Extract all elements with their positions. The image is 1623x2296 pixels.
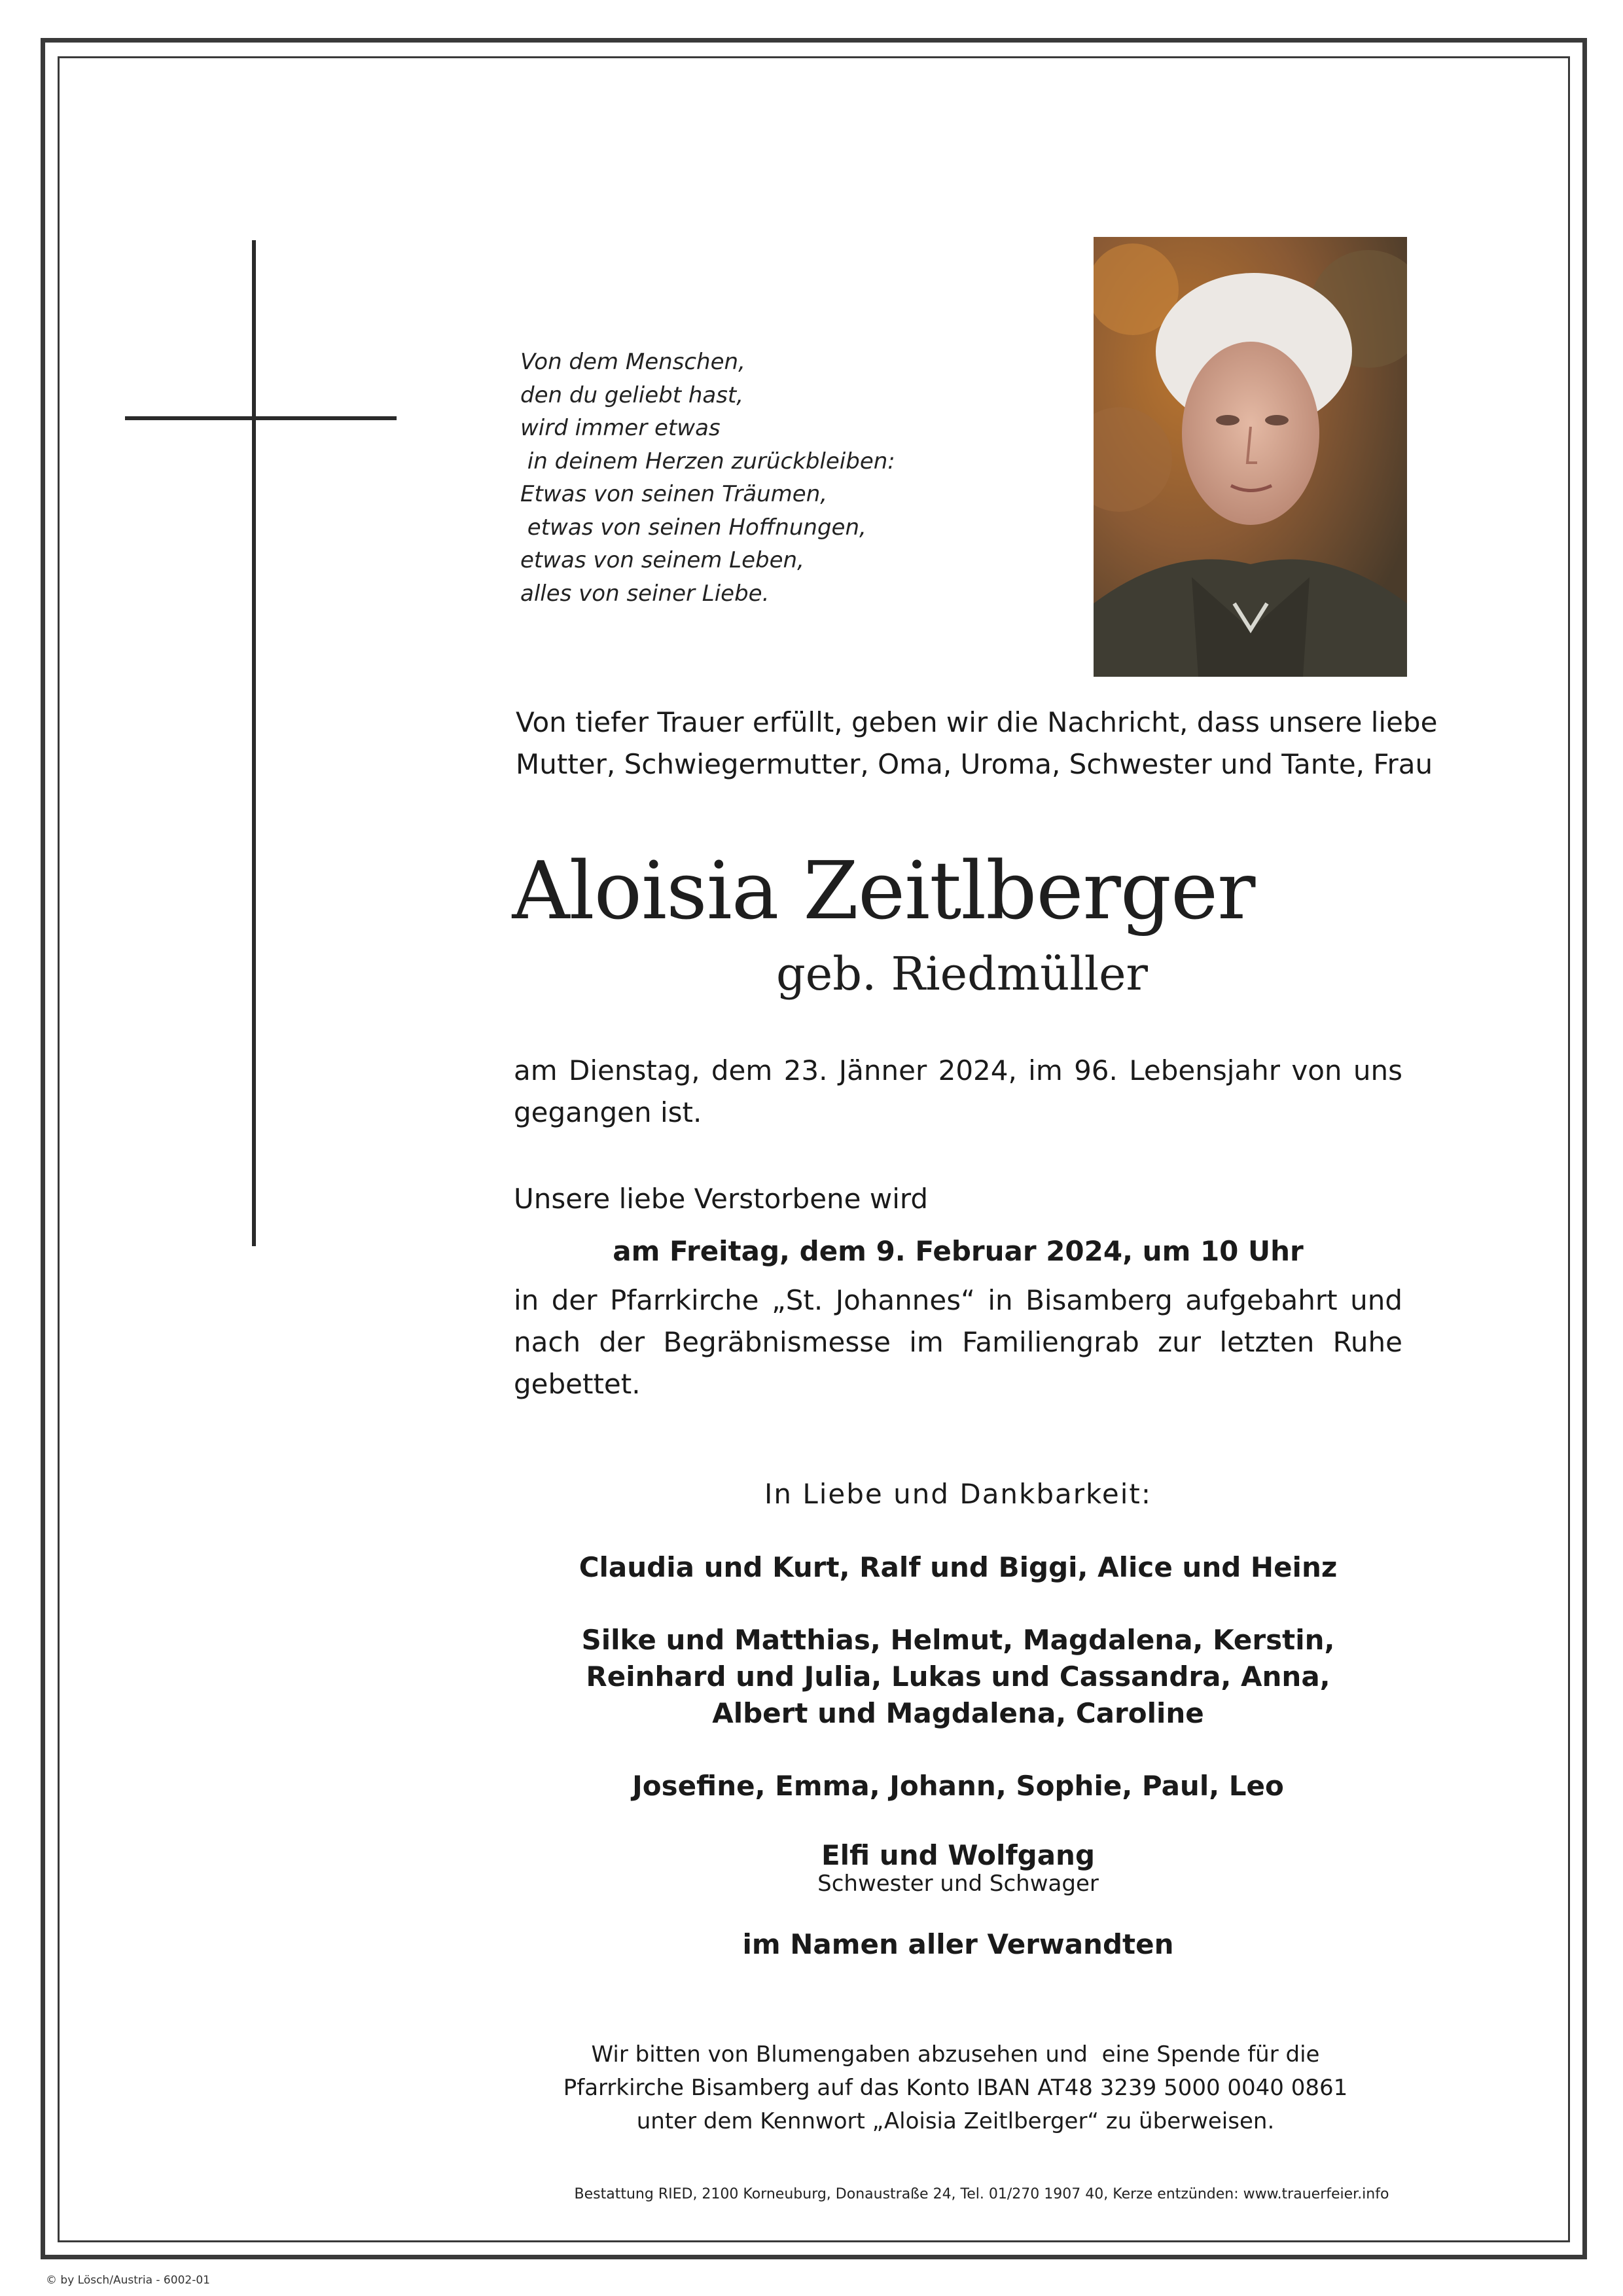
grandchildren-line: Silke und Matthias, Helmut, Magdalena, Kerstin,	[581, 1624, 1335, 1656]
intro-line: Von tiefer Trauer erfüllt, geben wir die Nachricht, dass unsere liebe	[516, 706, 1438, 738]
grandchildren-line: Albert und Magdalena, Caroline	[712, 1697, 1204, 1729]
poem-line: den du geliebt hast,	[520, 382, 744, 408]
death-line: gegangen ist.	[514, 1096, 702, 1128]
mourners-relatives: im Namen aller Verwandten	[742, 1928, 1174, 1960]
donation-line: unter dem Kennwort „Aloisia Zeitlberger“ zu überweisen.	[636, 2108, 1275, 2134]
mourners-heading: In Liebe und Dankbarkeit:	[764, 1478, 1152, 1510]
death-notice	[514, 1050, 1402, 1134]
cross-icon	[252, 240, 256, 1246]
mourners-children: Claudia und Kurt, Ralf und Biggi, Alice und Heinz	[579, 1551, 1338, 1583]
donation-line: Wir bitten von Blumengaben abzusehen und eine Spende für die	[591, 2041, 1320, 2068]
donation-request	[478, 2038, 1433, 2138]
mourners-siblings: Elfi und Wolfgang	[821, 1839, 1096, 1871]
poem-line: etwas von seinem Leben,	[520, 547, 804, 573]
grandchildren-line: Reinhard und Julia, Lukas und Cassandra, Anna,	[586, 1660, 1330, 1693]
copyright-notice: © by Lösch/Austria - 6002-01	[46, 2274, 210, 2287]
funeral-line: gebettet.	[514, 1368, 641, 1400]
funeral-datetime: am Freitag, dem 9. Februar 2024, um 10 Uhr	[613, 1235, 1304, 1267]
poem-line: Von dem Menschen,	[520, 349, 745, 375]
mourners-grandchildren	[514, 1622, 1402, 1732]
deceased-name: Aloisia Zeitlberger	[512, 844, 1255, 937]
funeral-intro: Unsere liebe Verstorbene wird	[514, 1183, 929, 1215]
poem-line: in deinem Herzen zurückbleiben:	[520, 448, 895, 475]
cross-icon-crossbar	[125, 416, 397, 420]
funeral-line: nach der Begräbnismesse im Familiengrab zur letzten Ruhe	[514, 1326, 1402, 1358]
poem-line: wird immer etwas	[520, 415, 721, 441]
poem-line: Etwas von seinen Träumen,	[520, 481, 828, 507]
maiden-name: geb. Riedmüller	[776, 947, 1148, 1001]
announcement-intro	[516, 702, 1438, 785]
funeral-details	[514, 1280, 1402, 1405]
portrait-photo	[1094, 237, 1407, 677]
funeral-line: in der Pfarrkirche „St. Johannes“ in Bisamberg aufgebahrt und	[514, 1284, 1402, 1316]
mourners-great-grandchildren: Josefine, Emma, Johann, Sophie, Paul, Leo	[632, 1770, 1284, 1802]
siblings-relation: Schwester und Schwager	[817, 1871, 1099, 1897]
death-line: am Dienstag, dem 23. Jänner 2024, im 96. Lebensjahr von uns	[514, 1054, 1402, 1086]
intro-line: Mutter, Schwiegermutter, Oma, Uroma, Schwester und Tante, Frau	[516, 748, 1433, 780]
memorial-poem	[520, 346, 978, 610]
poem-line: etwas von seinen Hoffnungen,	[520, 514, 866, 541]
poem-line: alles von seiner Liebe.	[520, 580, 770, 607]
donation-line: Pfarrkirche Bisamberg auf das Konto IBAN AT48 3239 5000 0040 0861	[563, 2075, 1348, 2101]
undertaker-info: Bestattung RIED, 2100 Korneuburg, Donaustraße 24, Tel. 01/270 1907 40, Kerze entzünden: www.trauerfeier.info	[574, 2186, 1389, 2202]
